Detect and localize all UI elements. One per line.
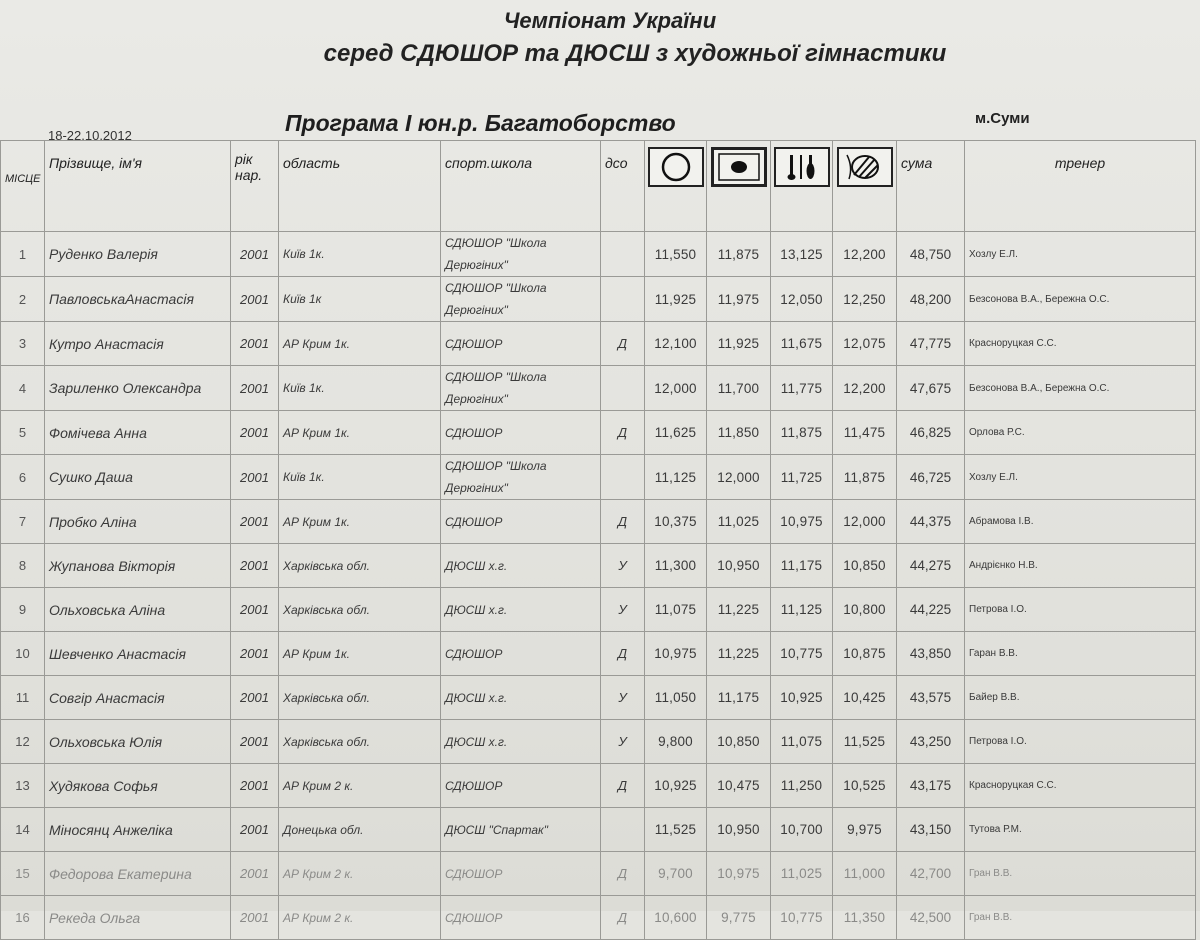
row-school: ДЮСШ х.г.: [441, 588, 601, 632]
row-region: Харківська обл.: [279, 544, 441, 588]
header-place: МІСЦЕ: [1, 141, 45, 232]
row-year: 2001: [231, 808, 279, 852]
hoop-icon: [648, 147, 704, 187]
row-year: 2001: [231, 411, 279, 455]
row-region: АР Крим 1к.: [279, 411, 441, 455]
table-row: [1, 411, 1196, 455]
row-year: 2001: [231, 676, 279, 720]
score-clubs: 11,725: [771, 455, 833, 500]
row-coach: Безсонова В.А., Бережна О.С.: [965, 366, 1196, 411]
score-ball: 11,700: [707, 366, 771, 411]
row-coach: Гран В.В.: [965, 896, 1196, 940]
row-name: Зариленко Олександра: [45, 366, 231, 411]
row-dso: [601, 366, 645, 411]
row-year: 2001: [231, 588, 279, 632]
row-region: Харківська обл.: [279, 676, 441, 720]
row-coach: Хозлу Е.Л.: [965, 455, 1196, 500]
row-sum: 46,825: [897, 411, 965, 455]
row-place: 4: [1, 366, 45, 411]
score-ball: 11,875: [707, 232, 771, 277]
header-sum: сума: [897, 141, 965, 232]
score-ribbon: 11,875: [833, 455, 897, 500]
row-year: 2001: [231, 455, 279, 500]
row-dso: Д: [601, 896, 645, 940]
score-ribbon: 10,800: [833, 588, 897, 632]
row-year: 2001: [231, 632, 279, 676]
row-school: СДЮШОР "Школа Дерюгіних": [441, 232, 601, 277]
score-ball: 10,850: [707, 720, 771, 764]
ribbon-icon: [837, 147, 893, 187]
row-place: 12: [1, 720, 45, 764]
row-name: Пробко Аліна: [45, 500, 231, 544]
score-ball: 11,025: [707, 500, 771, 544]
row-name: Худякова Софья: [45, 764, 231, 808]
clubs-icon: [774, 147, 830, 187]
row-region: АР Крим 1к.: [279, 322, 441, 366]
row-name: Сушко Даша: [45, 455, 231, 500]
row-coach: Красноруцкая С.С.: [965, 322, 1196, 366]
score-ribbon: 11,350: [833, 896, 897, 940]
row-place: 9: [1, 588, 45, 632]
row-sum: 42,500: [897, 896, 965, 940]
header-coach: тренер: [965, 141, 1196, 232]
table-row: [1, 852, 1196, 896]
row-year: 2001: [231, 232, 279, 277]
row-school: СДЮШОР: [441, 764, 601, 808]
score-hoop: 10,975: [645, 632, 707, 676]
table-row: [1, 544, 1196, 588]
row-school: ДЮСШ х.г.: [441, 720, 601, 764]
score-ribbon: 10,425: [833, 676, 897, 720]
city-label: м.Суми: [975, 110, 1030, 127]
score-hoop: 11,525: [645, 808, 707, 852]
score-ribbon: 11,000: [833, 852, 897, 896]
row-coach: Безсонова В.А., Бережна О.С.: [965, 277, 1196, 322]
score-ball: 10,975: [707, 852, 771, 896]
score-ribbon: 12,200: [833, 366, 897, 411]
score-hoop: 10,600: [645, 896, 707, 940]
row-name: ПавловськаАнастасія: [45, 277, 231, 322]
row-coach: Петрова І.О.: [965, 588, 1196, 632]
row-dso: Д: [601, 322, 645, 366]
competition-date: 18-22.10.2012: [48, 128, 132, 143]
row-coach: Петрова І.О.: [965, 720, 1196, 764]
row-place: 16: [1, 896, 45, 940]
score-ribbon: 10,875: [833, 632, 897, 676]
row-year: 2001: [231, 896, 279, 940]
row-sum: 48,200: [897, 277, 965, 322]
row-dso: У: [601, 676, 645, 720]
row-sum: 43,850: [897, 632, 965, 676]
row-name: Руденко Валерія: [45, 232, 231, 277]
row-school: СДЮШОР: [441, 411, 601, 455]
score-ball: 10,475: [707, 764, 771, 808]
score-clubs: 11,075: [771, 720, 833, 764]
score-ball: 10,950: [707, 808, 771, 852]
score-ribbon: 10,850: [833, 544, 897, 588]
row-region: Київ 1к.: [279, 455, 441, 500]
row-year: 2001: [231, 322, 279, 366]
row-dso: Д: [601, 632, 645, 676]
row-region: АР Крим 2 к.: [279, 764, 441, 808]
header-school: спорт.школа: [441, 141, 601, 232]
row-coach: Андрієнко Н.В.: [965, 544, 1196, 588]
table-row: [1, 896, 1196, 940]
score-hoop: 12,100: [645, 322, 707, 366]
score-clubs: 10,700: [771, 808, 833, 852]
row-sum: 47,775: [897, 322, 965, 366]
row-name: Федорова Екатерина: [45, 852, 231, 896]
row-region: АР Крим 2 к.: [279, 852, 441, 896]
row-place: 10: [1, 632, 45, 676]
row-place: 7: [1, 500, 45, 544]
score-hoop: 12,000: [645, 366, 707, 411]
score-clubs: 10,975: [771, 500, 833, 544]
table-row: [1, 632, 1196, 676]
row-region: Харківська обл.: [279, 588, 441, 632]
header-dso: дсо: [601, 141, 645, 232]
score-ball: 11,175: [707, 676, 771, 720]
row-place: 6: [1, 455, 45, 500]
table-row: [1, 720, 1196, 764]
table-row: [1, 764, 1196, 808]
score-ball: 10,950: [707, 544, 771, 588]
row-dso: [601, 808, 645, 852]
score-hoop: 11,125: [645, 455, 707, 500]
score-hoop: 11,550: [645, 232, 707, 277]
row-sum: 42,700: [897, 852, 965, 896]
score-hoop: 9,700: [645, 852, 707, 896]
row-coach: Красноруцкая С.С.: [965, 764, 1196, 808]
score-ball: 11,925: [707, 322, 771, 366]
header-region: область: [279, 141, 441, 232]
row-dso: У: [601, 720, 645, 764]
row-region: Київ 1к: [279, 277, 441, 322]
score-clubs: 11,025: [771, 852, 833, 896]
row-school: СДЮШОР: [441, 632, 601, 676]
row-school: ДЮСШ х.г.: [441, 544, 601, 588]
table-row: [1, 232, 1196, 277]
score-ribbon: 12,000: [833, 500, 897, 544]
row-coach: Гаран В.В.: [965, 632, 1196, 676]
score-ribbon: 12,250: [833, 277, 897, 322]
row-region: АР Крим 1к.: [279, 500, 441, 544]
row-dso: Д: [601, 411, 645, 455]
row-school: ДЮСШ х.г.: [441, 676, 601, 720]
row-year: 2001: [231, 852, 279, 896]
score-clubs: 13,125: [771, 232, 833, 277]
row-coach: Хозлу Е.Л.: [965, 232, 1196, 277]
row-dso: [601, 455, 645, 500]
row-year: 2001: [231, 277, 279, 322]
program-title: Програма І юн.р. Багатоборство: [285, 110, 676, 136]
row-school: СДЮШОР: [441, 896, 601, 940]
table-row: [1, 588, 1196, 632]
score-clubs: 10,775: [771, 896, 833, 940]
row-sum: 44,225: [897, 588, 965, 632]
row-sum: 47,675: [897, 366, 965, 411]
row-name: Рекеда Ольга: [45, 896, 231, 940]
score-ribbon: 9,975: [833, 808, 897, 852]
score-clubs: 12,050: [771, 277, 833, 322]
table-row: [1, 366, 1196, 411]
score-clubs: 10,925: [771, 676, 833, 720]
table-row: [1, 455, 1196, 500]
score-ribbon: 11,525: [833, 720, 897, 764]
score-clubs: 11,675: [771, 322, 833, 366]
row-name: Ольховська Юлія: [45, 720, 231, 764]
row-coach: Абрамова І.В.: [965, 500, 1196, 544]
row-name: Кутро Анастасія: [45, 322, 231, 366]
row-year: 2001: [231, 764, 279, 808]
score-ball: 11,225: [707, 588, 771, 632]
row-name: Шевченко Анастасія: [45, 632, 231, 676]
row-school: СДЮШОР "Школа Дерюгіних": [441, 455, 601, 500]
row-dso: Д: [601, 852, 645, 896]
row-school: СДЮШОР "Школа Дерюгіних": [441, 277, 601, 322]
score-clubs: 11,775: [771, 366, 833, 411]
row-sum: 43,150: [897, 808, 965, 852]
score-ball: 11,850: [707, 411, 771, 455]
table-row: [1, 322, 1196, 366]
row-dso: У: [601, 588, 645, 632]
score-ribbon: 11,475: [833, 411, 897, 455]
row-year: 2001: [231, 720, 279, 764]
row-name: Совгір Анастасія: [45, 676, 231, 720]
row-sum: 44,275: [897, 544, 965, 588]
row-school: СДЮШОР: [441, 500, 601, 544]
score-hoop: 11,300: [645, 544, 707, 588]
ball-icon: [711, 147, 767, 187]
row-dso: Д: [601, 764, 645, 808]
row-place: 3: [1, 322, 45, 366]
row-dso: [601, 232, 645, 277]
score-hoop: 11,050: [645, 676, 707, 720]
row-coach: Орлова Р.С.: [965, 411, 1196, 455]
table-row: [1, 277, 1196, 322]
row-school: ДЮСШ "Спартак": [441, 808, 601, 852]
row-coach: Гран В.В.: [965, 852, 1196, 896]
row-place: 14: [1, 808, 45, 852]
row-place: 8: [1, 544, 45, 588]
row-place: 15: [1, 852, 45, 896]
score-ball: 11,975: [707, 277, 771, 322]
row-sum: 43,250: [897, 720, 965, 764]
score-ribbon: 10,525: [833, 764, 897, 808]
score-ribbon: 12,200: [833, 232, 897, 277]
score-clubs: 11,175: [771, 544, 833, 588]
row-school: СДЮШОР "Школа Дерюгіних": [441, 366, 601, 411]
document-subtitle: серед СДЮШОР та ДЮСШ з художньої гімнастики: [323, 40, 947, 67]
results-table: [0, 140, 1196, 940]
row-sum: 46,725: [897, 455, 965, 500]
score-hoop: 10,925: [645, 764, 707, 808]
row-place: 2: [1, 277, 45, 322]
row-place: 1: [1, 232, 45, 277]
row-region: Донецька обл.: [279, 808, 441, 852]
row-region: АР Крим 1к.: [279, 632, 441, 676]
score-hoop: 11,625: [645, 411, 707, 455]
score-hoop: 9,800: [645, 720, 707, 764]
row-region: Харківська обл.: [279, 720, 441, 764]
score-clubs: 11,250: [771, 764, 833, 808]
row-school: СДЮШОР: [441, 852, 601, 896]
score-clubs: 11,875: [771, 411, 833, 455]
score-hoop: 11,925: [645, 277, 707, 322]
score-hoop: 10,375: [645, 500, 707, 544]
row-sum: 43,575: [897, 676, 965, 720]
row-name: Ольховська Аліна: [45, 588, 231, 632]
header-year: рік нар.: [231, 141, 279, 232]
table-row: [1, 808, 1196, 852]
header-name: Прізвище, ім'я: [45, 141, 231, 232]
score-ball: 11,225: [707, 632, 771, 676]
row-dso: [601, 277, 645, 322]
table-row: [1, 500, 1196, 544]
score-ball: 12,000: [707, 455, 771, 500]
table-row: [1, 676, 1196, 720]
row-name: Фомічева Анна: [45, 411, 231, 455]
row-dso: Д: [601, 500, 645, 544]
score-clubs: 10,775: [771, 632, 833, 676]
row-sum: 48,750: [897, 232, 965, 277]
document-title: Чемпіонат України: [503, 8, 717, 33]
row-region: Київ 1к.: [279, 366, 441, 411]
table-header-row: [1, 141, 1196, 232]
row-coach: Байер В.В.: [965, 676, 1196, 720]
score-ball: 9,775: [707, 896, 771, 940]
score-ribbon: 12,075: [833, 322, 897, 366]
row-sum: 43,175: [897, 764, 965, 808]
row-sum: 44,375: [897, 500, 965, 544]
row-place: 11: [1, 676, 45, 720]
row-coach: Тутова Р.М.: [965, 808, 1196, 852]
row-school: СДЮШОР: [441, 322, 601, 366]
row-dso: У: [601, 544, 645, 588]
row-region: Київ 1к.: [279, 232, 441, 277]
score-hoop: 11,075: [645, 588, 707, 632]
row-year: 2001: [231, 544, 279, 588]
row-year: 2001: [231, 366, 279, 411]
row-name: Міносянц Анжеліка: [45, 808, 231, 852]
row-region: АР Крим 2 к.: [279, 896, 441, 940]
row-place: 13: [1, 764, 45, 808]
score-clubs: 11,125: [771, 588, 833, 632]
row-name: Жупанова Вікторія: [45, 544, 231, 588]
row-year: 2001: [231, 500, 279, 544]
row-place: 5: [1, 411, 45, 455]
